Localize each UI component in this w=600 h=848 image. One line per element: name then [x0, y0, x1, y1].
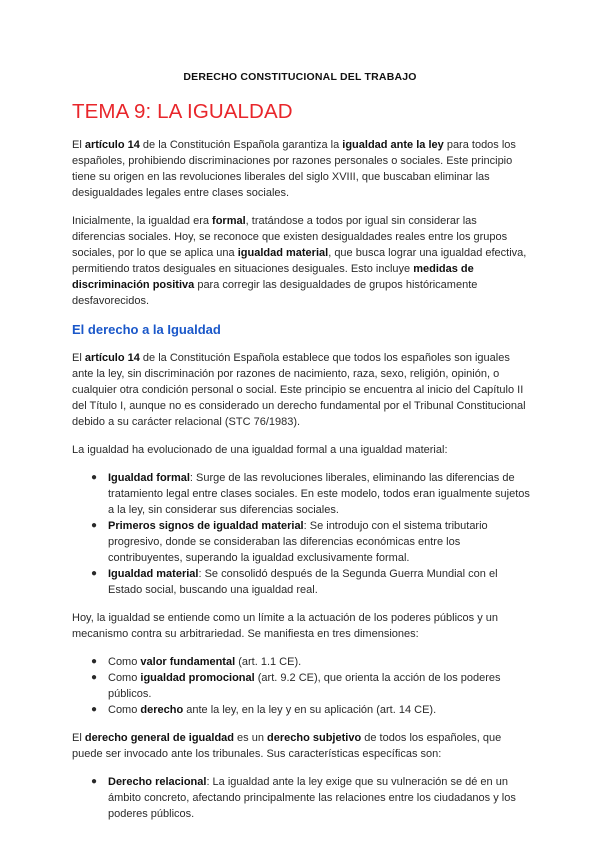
list-item: ● Como derecho ante la ley, en la ley y en su aplicación (art. 14 CE). [91, 704, 437, 716]
bullet-icon: ● [91, 776, 98, 787]
section-heading: El derecho a la Igualdad [72, 322, 221, 337]
paragraph-subjective-right: El derecho general de igualdad es un derecho subjetivo de todos los españoles, que puede ser invocado ante los tribunales. Sus características específicas son: [72, 732, 502, 760]
paragraph-dimensions: Hoy, la igualdad se entiende como un límite a la actuación de los poderes públicos y un mecanismo contra su arbitrariedad. Se manifiesta en tres dimensiones: [72, 612, 499, 640]
page-title: TEMA 9: LA IGUALDAD [72, 100, 293, 123]
bullet-icon: ● [91, 520, 98, 531]
paragraph-evolution: La igualdad ha evolucionado de una igualdad formal a una igualdad material: [72, 444, 448, 456]
dimensions-list [72, 654, 532, 718]
paragraph-formal-material: Inicialmente, la igualdad era formal, tratándose a todos por igual sin considerar las diferencias sociales. Hoy, se reconoce que existen desigualdades reales entre los grupos sociales, por lo que se aplica una igualdad material, que busca lograr una igualdad efectiva, permitiendo tratos desiguales en situaciones desiguales. Esto incluye medidas de discriminación positiva para corregir las desigualdades de grupos históricamente desfavorecidos. [72, 215, 527, 307]
list-item: ● Como igualdad promocional (art. 9.2 CE), que orienta la acción de los poderes públicos. [91, 672, 501, 700]
bullet-icon: ● [91, 672, 98, 683]
list-item: ● Igualdad formal: Surge de las revoluciones liberales, eliminando las diferencias de tratamiento legal entre clases sociales. En este modelo, todos eran igualmente sujetos a la ley, sin considerar sus diferencias sociales. [91, 472, 530, 516]
document-header: DERECHO CONSTITUCIONAL DEL TRABAJO [183, 71, 417, 83]
evolution-list [72, 470, 532, 598]
bullet-icon: ● [91, 704, 98, 715]
list-item: ● Como valor fundamental (art. 1.1 CE). [91, 656, 302, 668]
bullet-icon: ● [91, 568, 98, 579]
list-item: ● Primeros signos de igualdad material: Se introdujo con el sistema tributario progresivo, donde se consideraban las diferencias económicas entre los contribuyentes, superando la igualdad exclusivamente formal. [91, 520, 488, 564]
characteristics-list [72, 774, 532, 822]
paragraph-intro: El artículo 14 de la Constitución Española garantiza la igualdad ante la ley para todos los españoles, prohibiendo discriminaciones por razones personales o sociales. Este principio tiene su origen en las revoluciones liberales del siglo XVIII, que buscaban eliminar las desigualdades legales entre clases sociales. [72, 139, 516, 199]
bullet-icon: ● [91, 472, 98, 483]
document-body [72, 137, 532, 834]
list-item: ● Derecho relacional: La igualdad ante la ley exige que su vulneración se dé en un ámbito concreto, afectando principalmente las relaciones entre los ciudadanos y los poderes públicos. [91, 776, 516, 820]
bullet-icon: ● [91, 656, 98, 667]
paragraph-article-14: El artículo 14 de la Constitución Española establece que todos los españoles son iguales ante la ley, sin discriminación por razones de nacimiento, raza, sexo, religión, opinión, o cualquier otra condición personal o social. Este principio se encuentra al inicio del Capítulo II del Título I, aunque no es considerado un derecho fundamental por el Tribunal Constitucional debido a su carácter relacional (STC 76/1983). [72, 352, 526, 428]
list-item: ● Igualdad material: Se consolidó después de la Segunda Guerra Mundial con el Estado social, buscando una igualdad real. [91, 568, 498, 596]
